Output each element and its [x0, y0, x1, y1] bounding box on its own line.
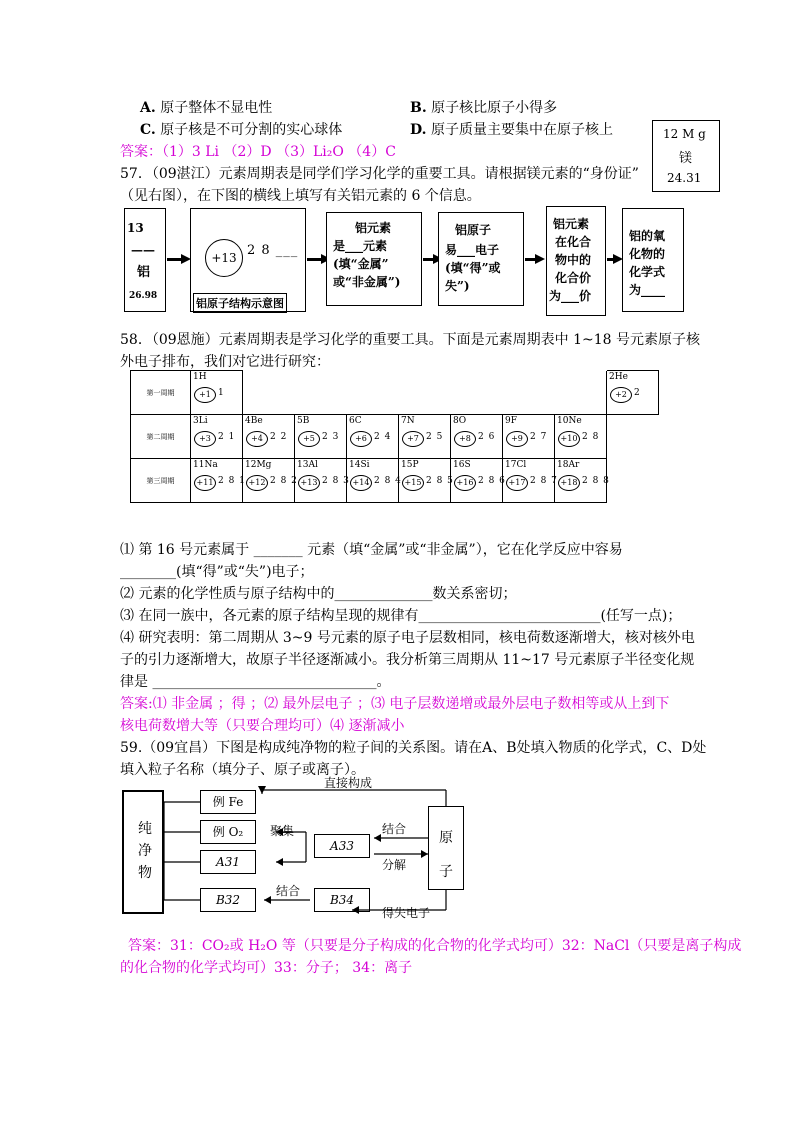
element-name: 1H [193, 372, 207, 382]
metal-type-box [326, 212, 422, 306]
nucleus: +14 [350, 475, 372, 491]
q58-sub4-line1: ⑷ 研究表明：第二周期从 3~9 号元素的原子电子层数相同，核电荷数逐渐增大，核对核外电 [120, 630, 695, 646]
nucleus: +9 [506, 431, 528, 447]
element-cell [451, 459, 506, 503]
pure-substance-box [122, 790, 164, 914]
nucleus: +18 [558, 475, 580, 491]
element-name: 16S [453, 460, 471, 470]
shells: 2 8 7 [530, 476, 558, 486]
element-cell [295, 415, 347, 459]
element-cell [243, 459, 298, 503]
nucleus: +2 [610, 387, 632, 403]
box4-line2: 易___电子 [445, 243, 500, 257]
shells: 2 7 [530, 432, 548, 442]
element-name: 15P [401, 460, 419, 470]
nucleus: +10 [558, 431, 580, 447]
nucleus: +8 [454, 431, 476, 447]
shells: 2 8 [582, 432, 600, 442]
al-dash: —— [131, 243, 155, 257]
option-c-text: 原子核是不可分割的实心球体 [160, 122, 343, 138]
box5-line4: 化合价 [555, 271, 592, 285]
label-combine-2: 结合 [276, 884, 301, 898]
option-c-label: C. [140, 122, 156, 138]
al-shells: 2 8 ___ [247, 243, 299, 258]
element-name: 18Ar [557, 460, 580, 470]
element-name: 6C [349, 416, 362, 426]
a31-box[interactable]: A31 [200, 850, 256, 874]
particle-relationship-diagram [120, 776, 460, 920]
label-electron: 得失电子 [382, 906, 431, 920]
element-cell [607, 371, 659, 415]
box3-line4: 或“非金属”) [333, 275, 401, 289]
box5-line5: 为___价 [549, 289, 592, 303]
q57-stem-line2: （见右图），在下图的横线上填写有关铝元素的 6 个信息。 [120, 188, 481, 204]
option-b [410, 98, 557, 118]
element-name: 9F [505, 416, 517, 426]
shells: 2 [634, 388, 641, 398]
option-d [410, 120, 613, 140]
element-cell [399, 415, 451, 459]
shells: 2 8 6 [478, 476, 506, 486]
period-1-row [131, 371, 659, 415]
box5-line1: 铝元素 [553, 217, 590, 231]
nucleus: +16 [454, 475, 476, 491]
box4-line4: 失”) [445, 279, 470, 293]
box6-line1: 铝的氧 [629, 229, 666, 243]
b34-box[interactable]: B34 [314, 888, 370, 912]
nucleus: +4 [246, 431, 268, 447]
element-name: 13Al [297, 460, 318, 470]
mg-element-card [652, 120, 720, 192]
nucleus: +1 [194, 387, 216, 403]
valence-box [546, 206, 606, 316]
element-name: 4Be [245, 416, 263, 426]
q58-sub4-line2: 子的引力逐渐增大，故原子半径逐渐减小。我分析第三周期从 11~17 号元素原子半径变化规 [120, 652, 695, 668]
element-cell [451, 415, 503, 459]
label-gather: 聚集 [270, 824, 295, 838]
element-cell [503, 459, 558, 503]
diagram-lines [120, 782, 460, 920]
mg-card-line2: 镁 [679, 151, 693, 166]
period-label: 第二周期 [131, 415, 191, 459]
period-3-row [131, 459, 659, 503]
al-element-card [124, 208, 166, 312]
q58-sub1-line2: ________(填“得”或“失”)电子； [120, 564, 314, 580]
element-cell [191, 371, 243, 415]
element-name: 2He [609, 372, 628, 382]
al-number: 13 [127, 221, 144, 235]
al-mass: 26.98 [129, 291, 158, 301]
box6-line2: 化物的 [629, 247, 666, 261]
shells: 2 8 3 [322, 476, 350, 486]
fe-box: 例 Fe [200, 790, 256, 814]
al-nucleus: +13 [205, 239, 243, 277]
element-cell [399, 459, 454, 503]
shells: 2 8 5 [426, 476, 454, 486]
option-a-label: A. [140, 100, 156, 116]
element-name: 10Ne [557, 416, 582, 426]
q59-stem-line1: 59.（09宜昌）下图是构成纯净物的粒子间的关系图。请在A、B处填入物质的化学式，C、D处 [120, 740, 707, 756]
nucleus: +7 [402, 431, 424, 447]
al-name: 铝 [137, 265, 151, 280]
option-b-text: 原子核比原子小得多 [431, 100, 558, 116]
element-cell [191, 459, 246, 503]
arrow-3 [423, 258, 435, 261]
box5-line3: 物中的 [555, 253, 592, 267]
option-d-text: 原子质量主要集中在原子核上 [430, 122, 613, 138]
label-combine: 结合 [382, 822, 407, 836]
option-c [140, 120, 342, 140]
atom-char-2: 子 [439, 864, 453, 880]
q57-stem-line1: 57．（09湛江）元素周期表是同学们学习化学的重要工具。请根据镁元素的“身份证” [120, 166, 639, 182]
period-label: 第三周期 [131, 459, 191, 503]
box3-line3: (填“金属” [333, 257, 389, 271]
oxide-formula-box [622, 208, 684, 312]
option-a-text: 原子整体不显电性 [160, 100, 273, 116]
nucleus: +5 [298, 431, 320, 447]
shells: 2 8 4 [374, 476, 402, 486]
box6-line4: 为____ [629, 283, 666, 297]
nucleus: +15 [402, 475, 424, 491]
element-name: 14Si [349, 460, 370, 470]
shells: 2 1 [218, 432, 236, 442]
option-a [140, 98, 272, 118]
element-name: 8O [453, 416, 467, 426]
element-name: 7N [401, 416, 415, 426]
arrow-2 [307, 258, 323, 261]
pure-char-2: 净 [138, 843, 152, 859]
element-cell [503, 415, 555, 459]
element-cell [295, 459, 350, 503]
pure-char-3: 物 [138, 865, 152, 881]
shells: 2 6 [478, 432, 496, 442]
q58-sub2: ⑵ 元素的化学性质与原子结构中的______________数关系密切； [120, 586, 517, 602]
period-label: 第一周期 [131, 371, 191, 415]
shells: 2 4 [374, 432, 392, 442]
element-cell [347, 415, 399, 459]
element-cell [243, 415, 295, 459]
shells: 2 8 2 [270, 476, 298, 486]
element-name: 5B [297, 416, 310, 426]
q56-answer: 答案：（1）3 Li （2）D （3）Li₂O （4）C [120, 144, 396, 160]
al-structure-caption: 铝原子结构示意图 [193, 293, 287, 313]
option-d-label: D. [410, 122, 427, 138]
electron-gain-loss-box [438, 212, 524, 306]
box4-line3: (填“得”或 [445, 261, 501, 275]
box3-line1: 铝元素 [355, 221, 392, 235]
q58-answer-line2: 核电荷数增大等（只要合理均可）⑷ 逐渐减小 [120, 718, 405, 734]
element-cell [555, 459, 610, 503]
shells: 2 8 8 [582, 476, 610, 486]
q58-sub3: ⑶ 在同一族中，各元素的原子结构呈现的规律有__________________________(任写一点)； [120, 608, 682, 624]
q59-answer-line1: 答案：31：CO₂或 H₂O 等（只要是分子构成的化合物的化学式均可）32：NaCl（只要是离子构成 [128, 938, 742, 954]
q58-answer-line1: 答案:⑴ 非金属 ；得 ；⑵ 最外层电子 ；⑶ 电子层数递增或最外层电子数相等或从上到下 [120, 696, 670, 712]
nucleus: +13 [298, 475, 320, 491]
q58-stem-line1: 58．（09恩施）元素周期表是学习化学的重要工具。下面是元素周期表中 1~18 号元素原子核 [120, 332, 700, 348]
nucleus: +6 [350, 431, 372, 447]
box6-line3: 化学式 [629, 265, 666, 279]
element-name: 11Na [193, 460, 218, 470]
element-name: 3Li [193, 416, 208, 426]
label-decompose: 分解 [382, 858, 407, 872]
mg-card-line3: 24.31 [667, 171, 702, 185]
nucleus: +17 [506, 475, 528, 491]
electron-configuration-table [130, 370, 659, 503]
atom-box [428, 806, 464, 890]
pure-char-1: 纯 [138, 821, 152, 837]
box4-line1: 铝原子 [455, 223, 492, 237]
arrow-5 [607, 258, 615, 261]
shells: 2 5 [426, 432, 444, 442]
o2-box: 例 O₂ [200, 820, 256, 844]
nucleus: +3 [194, 431, 216, 447]
box3-line2: 是___元素 [333, 239, 388, 253]
q58-sub1-line1: ⑴ 第 16 号元素属于 _______ 元素（填“金属”或“非金属”），它在化学反应中容易 [120, 542, 623, 558]
box5-line2: 在化合 [555, 235, 592, 249]
shells: 2 2 [270, 432, 288, 442]
atom-char-1: 原 [439, 830, 453, 846]
nucleus: +11 [194, 475, 216, 491]
al-atom-structure-box [190, 208, 306, 312]
shells: 1 [218, 388, 225, 398]
a33-box[interactable]: A33 [314, 834, 370, 858]
period-2-row [131, 415, 659, 459]
nucleus: +12 [246, 475, 268, 491]
mg-card-line1: 12 M g [663, 127, 706, 141]
shells: 2 3 [322, 432, 340, 442]
element-cell [555, 415, 607, 459]
q58-sub4-line3: 律是 ________________________________。 [120, 674, 391, 690]
arrow-1 [167, 258, 183, 261]
arrow-4 [525, 258, 537, 261]
b32-box[interactable]: B32 [200, 888, 256, 912]
element-cell [191, 415, 243, 459]
q58-stem-line2: 外电子排布，我们对它进行研究： [120, 354, 330, 370]
label-direct: 直接构成 [324, 776, 373, 790]
element-name: 12Mg [245, 460, 272, 470]
q59-stem-line2: 填入粒子名称（填分子、原子或离子）。 [120, 762, 365, 778]
element-cell [347, 459, 402, 503]
element-name: 17Cl [505, 460, 527, 470]
shells: 2 8 1 [218, 476, 246, 486]
option-b-label: B. [410, 100, 427, 116]
q59-answer-line2: 的化合物的化学式均可）33：分子； 34：离子 [120, 960, 413, 976]
